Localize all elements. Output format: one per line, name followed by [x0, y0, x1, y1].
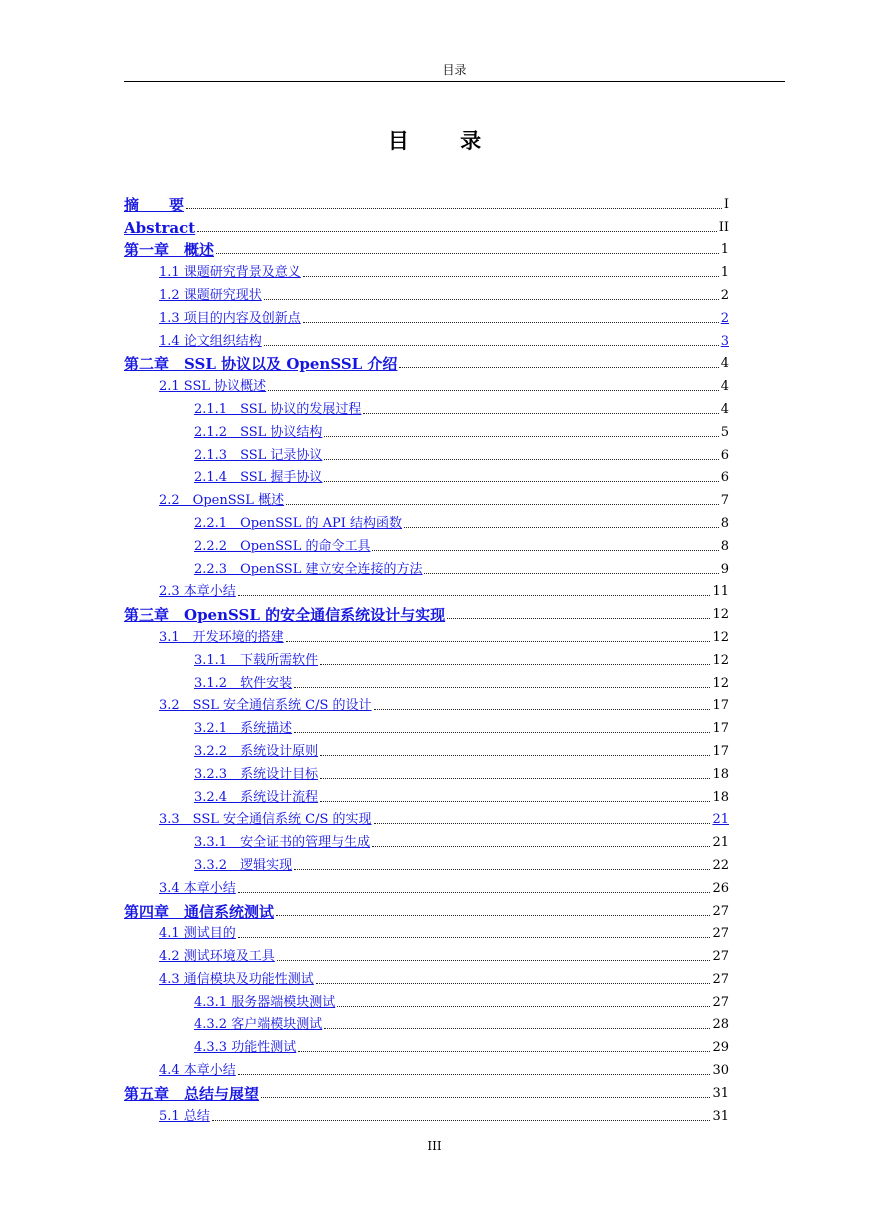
toc-entry-link[interactable]: 3.3.2 逻辑实现: [194, 857, 293, 873]
toc-leader-dots: [276, 914, 710, 916]
toc-entry: [124, 532, 729, 555]
toc-page-number: 29: [712, 1040, 729, 1056]
toc-entry-link[interactable]: Abstract: [124, 218, 196, 237]
toc-leader-dots: [264, 344, 719, 346]
toc-leader-dots: [374, 708, 711, 710]
toc-page-number: II: [718, 219, 729, 235]
toc-page-number: 6: [720, 447, 729, 463]
toc-entry: [124, 281, 729, 304]
toc-entry-link[interactable]: 1.3 项目的内容及创新点: [159, 310, 301, 326]
toc-entry: [124, 441, 729, 464]
toc-entry-link[interactable]: 2.1.1 SSL 协议的发展过程: [194, 401, 362, 417]
toc-leader-dots: [320, 754, 710, 756]
toc-entry: [124, 350, 729, 373]
toc-entry: [124, 1033, 729, 1056]
toc-page-number: 12: [712, 675, 729, 691]
toc-page-number: 31: [712, 1108, 729, 1124]
toc-entry: [124, 942, 729, 965]
toc-entry: [124, 806, 729, 829]
toc-entry: [124, 737, 729, 760]
toc-entry-link[interactable]: 1.4 论文组织结构: [159, 333, 262, 349]
toc-page-number: 6: [720, 470, 729, 486]
toc-entry: [124, 828, 729, 851]
toc-page-number: 31: [712, 1085, 729, 1101]
toc-entry-link[interactable]: 4.3 通信模块及功能性测试: [159, 971, 314, 987]
toc-leader-dots: [320, 777, 710, 779]
toc-leader-dots: [324, 435, 718, 437]
toc-page-number: 4: [720, 379, 729, 395]
toc-entry-link[interactable]: 4.2 测试环境及工具: [159, 949, 275, 965]
toc-leader-dots: [372, 845, 710, 847]
toc-entry-link[interactable]: 第一章 概述: [124, 241, 215, 260]
toc-page-number: 1: [720, 265, 729, 281]
toc-leader-dots: [238, 891, 711, 893]
toc-entry: [124, 714, 729, 737]
toc-page-number: 26: [712, 880, 729, 896]
toc-page-number: 22: [712, 857, 729, 873]
toc-leader-dots: [216, 252, 719, 254]
toc-leader-dots: [212, 1119, 711, 1121]
toc-page-number: 12: [712, 607, 729, 623]
toc-entry: [124, 851, 729, 874]
toc-entry: [124, 1079, 729, 1102]
page-title: 目 录: [387, 128, 504, 153]
toc-entry-link[interactable]: 4.4 本章小结: [159, 1063, 236, 1079]
toc-leader-dots: [320, 800, 710, 802]
toc-page-number: 9: [720, 561, 729, 577]
toc-leader-dots: [277, 959, 711, 961]
toc-entry-link[interactable]: 4.3.3 功能性测试: [194, 1040, 297, 1056]
toc-entry: [124, 190, 729, 213]
toc-page-number: 12: [712, 629, 729, 645]
toc-leader-dots: [238, 1073, 711, 1075]
toc-entry-link[interactable]: 3.3 SSL 安全通信系统 C/S 的实现: [159, 812, 372, 828]
toc-entry-link[interactable]: 1.1 课题研究背景及意义: [159, 265, 301, 281]
toc-leader-dots: [324, 480, 718, 482]
toc-leader-dots: [363, 412, 718, 414]
toc-leader-dots: [303, 275, 719, 277]
page-number: III: [427, 1139, 442, 1153]
toc-leader-dots: [264, 298, 719, 300]
toc-entry: [124, 258, 729, 281]
toc-entry: [124, 692, 729, 715]
toc-entry-link[interactable]: 2.3 本章小结: [159, 584, 236, 600]
toc-entry: [124, 623, 729, 646]
toc-page-number: 27: [712, 971, 729, 987]
toc-page-number: 30: [712, 1063, 729, 1079]
toc-page-number: 11: [712, 584, 729, 600]
toc-page-number: 27: [712, 926, 729, 942]
toc-leader-dots: [324, 458, 718, 460]
toc-entry: [124, 395, 729, 418]
toc-entry-link[interactable]: 3.2 SSL 安全通信系统 C/S 的设计: [159, 698, 372, 714]
toc-entry-link[interactable]: 3.2.2 系统设计原则: [194, 743, 319, 759]
table-of-contents: [124, 190, 729, 1125]
toc-page-number: 27: [712, 994, 729, 1010]
toc-leader-dots: [294, 868, 710, 870]
toc-leader-dots: [298, 1050, 710, 1052]
toc-entry: [124, 578, 729, 601]
toc-entry: [124, 464, 729, 487]
toc-leader-dots: [186, 207, 722, 209]
toc-leader-dots: [424, 572, 718, 574]
toc-leader-dots: [316, 982, 711, 984]
toc-page-number: 18: [712, 766, 729, 782]
toc-entry: [124, 418, 729, 441]
toc-entry: [124, 486, 729, 509]
toc-page-number: 18: [712, 789, 729, 805]
toc-entry-link[interactable]: 摘 要: [124, 195, 185, 214]
toc-leader-dots: [286, 503, 719, 505]
toc-entry: [124, 213, 729, 236]
toc-entry-link[interactable]: 4.3.2 客户端模块测试: [194, 1017, 323, 1033]
toc-entry-link[interactable]: 4.3.1 服务器端模块测试: [194, 994, 336, 1010]
toc-entry: [124, 874, 729, 897]
toc-entry: [124, 327, 729, 350]
toc-entry: [124, 509, 729, 532]
toc-entry: [124, 372, 729, 395]
toc-leader-dots: [399, 366, 718, 368]
toc-entry: [124, 1056, 729, 1079]
toc-leader-dots: [324, 1027, 710, 1029]
toc-entry: [124, 965, 729, 988]
toc-leader-dots: [238, 936, 711, 938]
toc-entry-link[interactable]: 第四章 通信系统测试: [124, 902, 275, 921]
toc-entry-link[interactable]: 2.1.4 SSL 握手协议: [194, 470, 323, 486]
toc-entry-link[interactable]: 3.4 本章小结: [159, 880, 236, 896]
toc-entry: [124, 304, 729, 327]
toc-page-number: 27: [712, 903, 729, 919]
toc-entry: [124, 897, 729, 920]
toc-entry-link[interactable]: 5.1 总结: [159, 1108, 210, 1124]
toc-leader-dots: [404, 526, 719, 528]
toc-page-number[interactable]: 3: [720, 333, 729, 349]
toc-leader-dots: [447, 617, 710, 619]
toc-entry-link[interactable]: 3.2.4 系统设计流程: [194, 789, 319, 805]
toc-entry: [124, 236, 729, 259]
toc-page-number: I: [723, 196, 729, 212]
toc-page-number: 17: [712, 721, 729, 737]
toc-leader-dots: [268, 389, 719, 391]
toc-page-number: 4: [720, 356, 729, 372]
toc-page-number: 28: [712, 1017, 729, 1033]
toc-entry: [124, 783, 729, 806]
toc-entry: [124, 1011, 729, 1034]
toc-entry: [124, 760, 729, 783]
toc-leader-dots: [294, 686, 710, 688]
toc-leader-dots: [238, 594, 711, 596]
toc-entry-link[interactable]: 3.1.2 软件安装: [194, 675, 293, 691]
toc-entry-link[interactable]: 2.1.3 SSL 记录协议: [194, 447, 323, 463]
toc-entry-link[interactable]: 3.2.3 系统设计目标: [194, 766, 319, 782]
toc-leader-dots: [286, 640, 711, 642]
toc-entry-link[interactable]: 第五章 总结与展望: [124, 1084, 260, 1103]
toc-leader-dots: [197, 230, 717, 232]
toc-entry-link[interactable]: 4.1 测试目的: [159, 926, 236, 942]
toc-leader-dots: [261, 1096, 710, 1098]
header-text: 目录: [442, 63, 467, 77]
toc-page-number: 17: [712, 743, 729, 759]
toc-page-number[interactable]: 2: [720, 310, 729, 326]
toc-page-number: 21: [712, 835, 729, 851]
toc-page-number[interactable]: 21: [712, 812, 729, 828]
toc-page-number: 12: [712, 652, 729, 668]
toc-leader-dots: [372, 549, 718, 551]
toc-page-number: 8: [720, 515, 729, 531]
toc-entry-link[interactable]: 3.1.1 下载所需软件: [194, 652, 319, 668]
toc-page-number: 17: [712, 698, 729, 714]
toc-page-number: 7: [720, 493, 729, 509]
toc-entry-link[interactable]: 2.2.2 OpenSSL 的命令工具: [194, 538, 371, 554]
toc-entry-link[interactable]: 2.1.2 SSL 协议结构: [194, 424, 323, 440]
toc-entry-link[interactable]: 第二章 SSL 协议以及 OpenSSL 介绍: [124, 355, 398, 374]
toc-entry-link[interactable]: 3.3.1 安全证书的管理与生成: [194, 835, 371, 851]
toc-leader-dots: [337, 1005, 710, 1007]
toc-entry: [124, 920, 729, 943]
toc-leader-dots: [294, 731, 710, 733]
toc-entry: [124, 555, 729, 578]
toc-entry-link[interactable]: 3.2.1 系统描述: [194, 721, 293, 737]
toc-page-number: 5: [720, 424, 729, 440]
toc-entry: [124, 1102, 729, 1125]
toc-page-number: 27: [712, 949, 729, 965]
toc-entry-link[interactable]: 3.1 开发环境的搭建: [159, 629, 284, 645]
toc-entry: [124, 988, 729, 1011]
toc-entry-link[interactable]: 第三章 OpenSSL 的安全通信系统设计与实现: [124, 606, 446, 625]
toc-page-number: 2: [720, 287, 729, 303]
toc-leader-dots: [320, 663, 710, 665]
toc-entry-link[interactable]: 2.1 SSL 协议概述: [159, 379, 267, 395]
toc-entry-link[interactable]: 1.2 课题研究现状: [159, 287, 262, 303]
toc-entry: [124, 600, 729, 623]
toc-page-number: 4: [720, 401, 729, 417]
toc-page-number: 1: [720, 242, 729, 258]
toc-entry-link[interactable]: 2.2 OpenSSL 概述: [159, 493, 285, 509]
toc-leader-dots: [374, 822, 711, 824]
toc-page-number: 8: [720, 538, 729, 554]
toc-entry: [124, 646, 729, 669]
toc-entry-link[interactable]: 2.2.3 OpenSSL 建立安全连接的方法: [194, 561, 423, 577]
toc-leader-dots: [303, 321, 719, 323]
toc-entry: [124, 669, 729, 692]
page-header: [124, 62, 785, 82]
toc-entry-link[interactable]: 2.2.1 OpenSSL 的 API 结构函数: [194, 515, 403, 531]
